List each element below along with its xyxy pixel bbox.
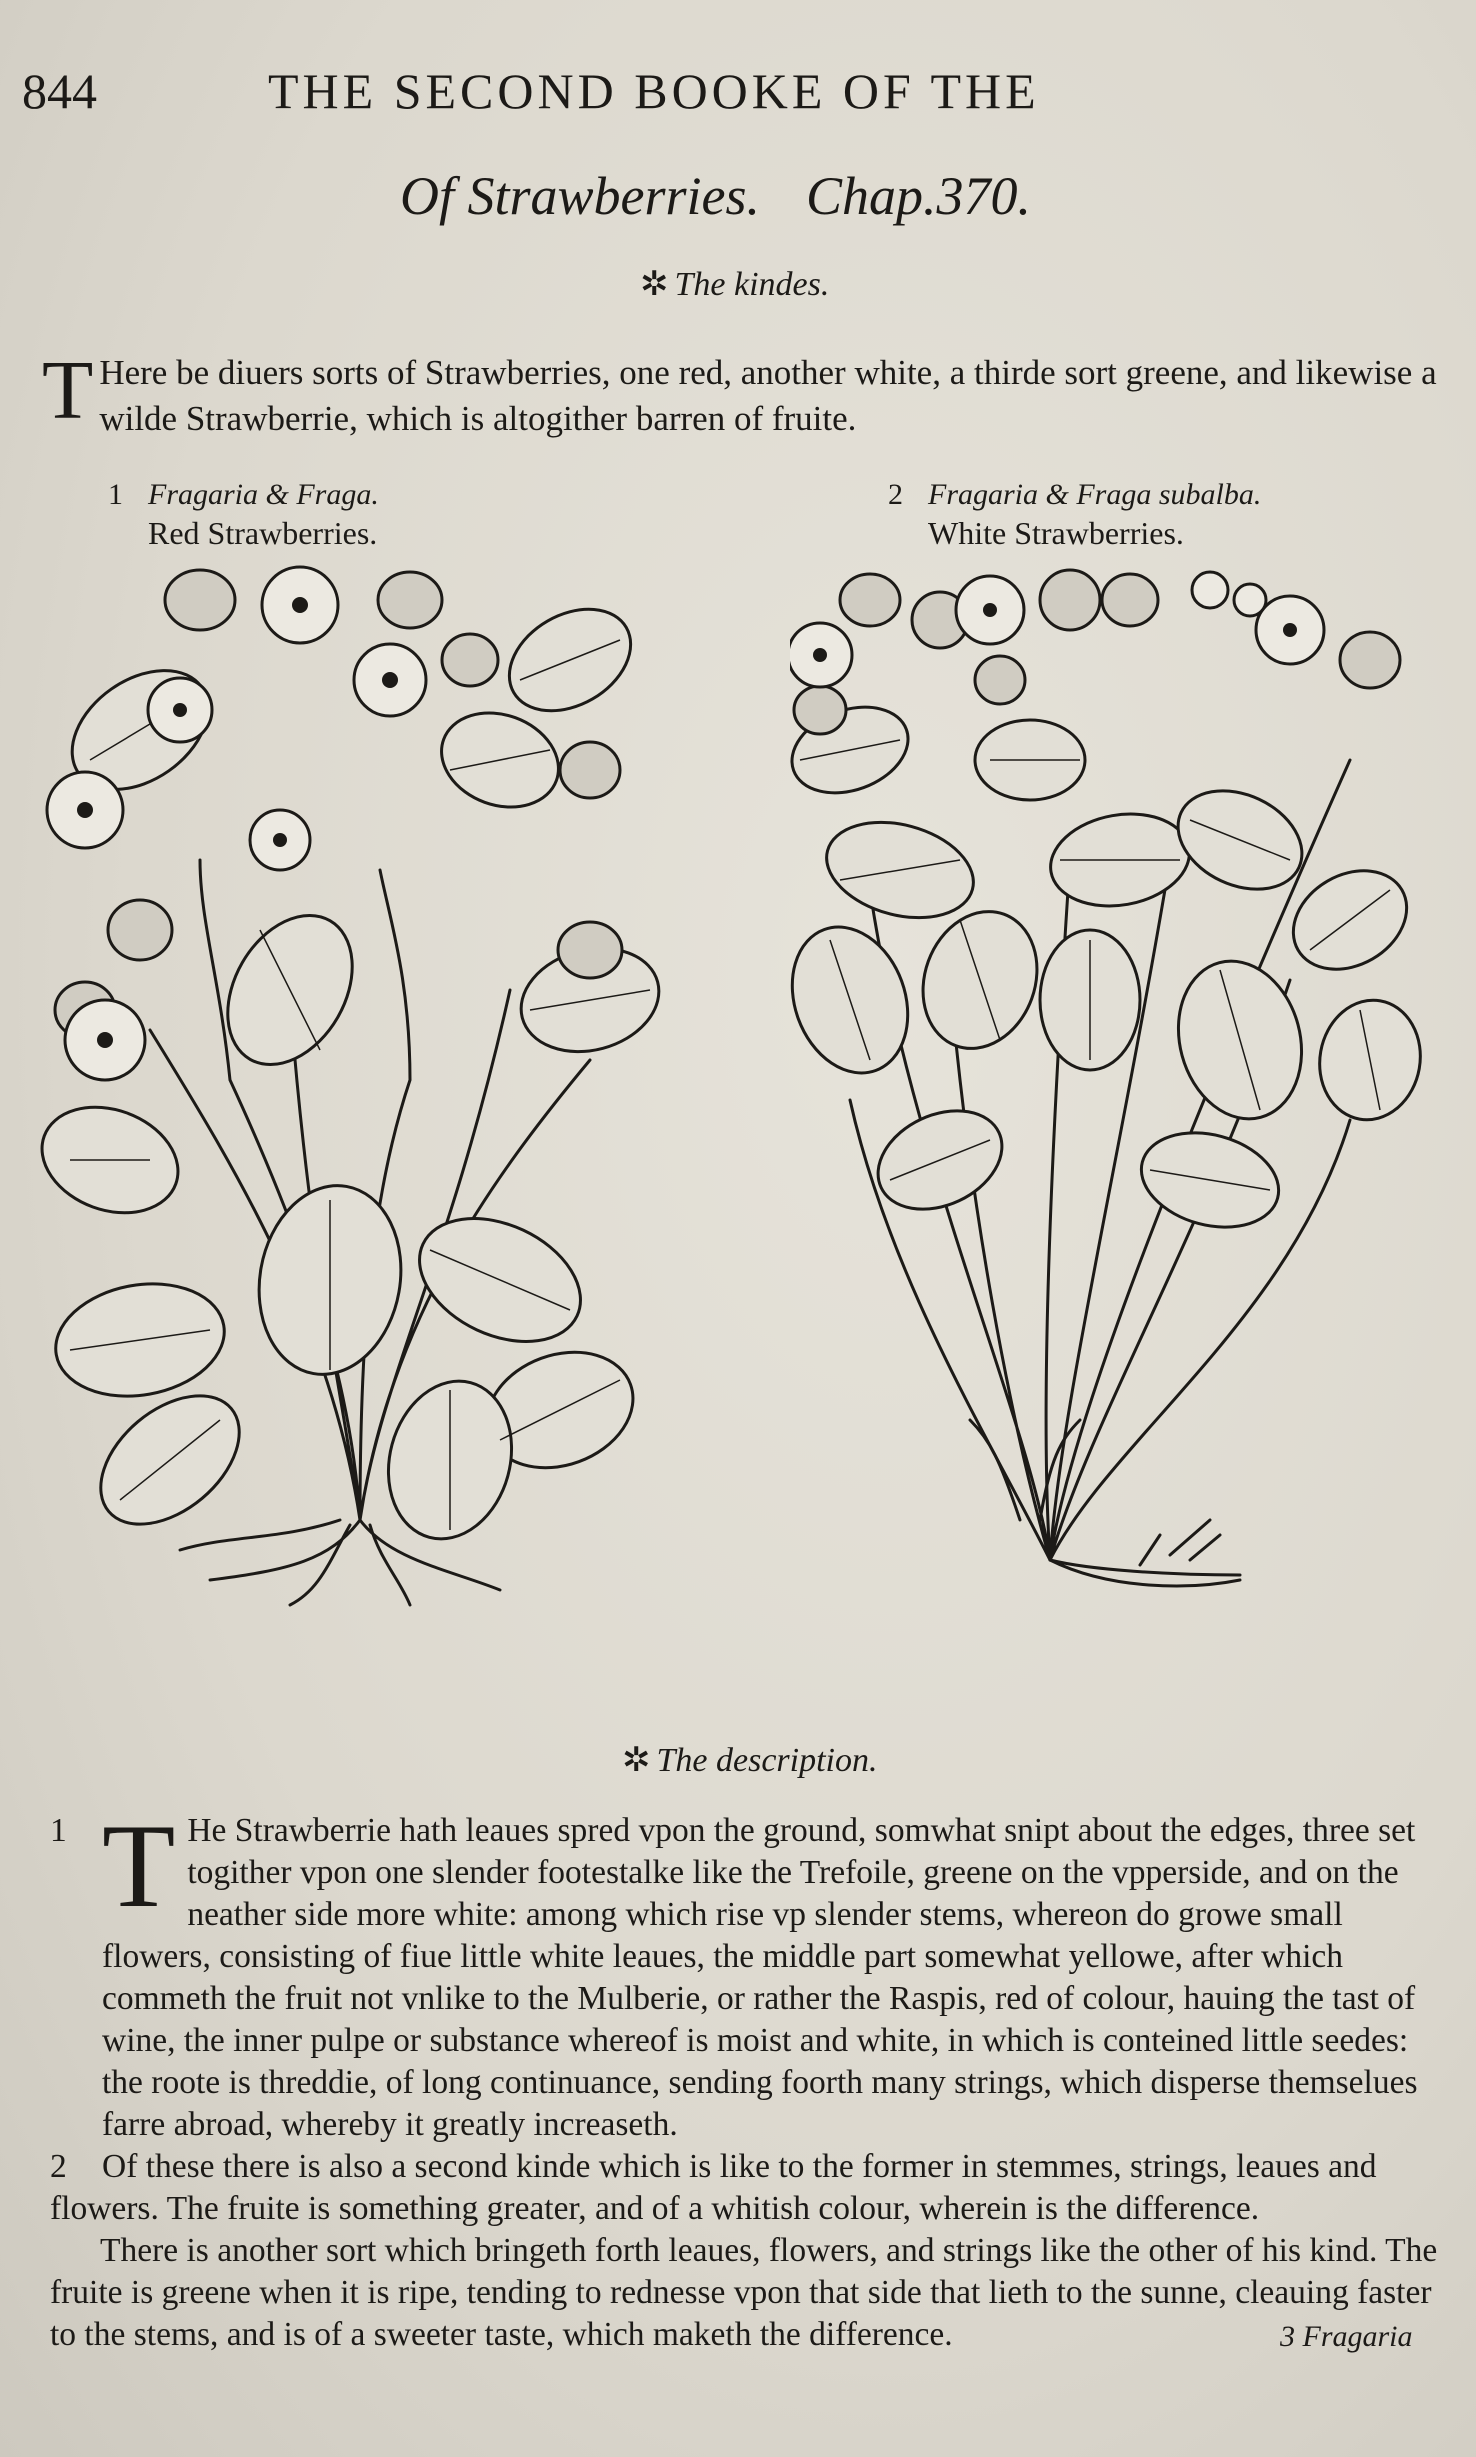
intro-text: Here be diuers sorts of Strawberries, one red, another white, a thirde sort greene, and likewise a wilde Strawberrie, which is altogither barren of fruite. [99,353,1437,438]
figure-caption-2 [888,476,1261,552]
description-dropcap: T [102,1799,176,1932]
intro-dropcap: T [42,344,94,437]
figure-english-name: Red Strawberries. [148,515,378,551]
paragraph-number: 2 [50,2148,67,2185]
kindes-heading [640,264,829,304]
description-paragraph-1 [50,1799,1440,2146]
chapter-number: Chap.370. [806,166,1032,226]
kindes-heading-text: The kindes. [674,266,830,303]
running-head: THE SECOND BOOKE OF THE [268,63,1040,119]
fleuron-icon: ✲ [640,266,669,303]
figure-number: 1 [108,478,123,511]
chapter-heading [400,165,1031,227]
description-text [50,1799,1440,2356]
figure-caption-1 [108,476,379,552]
figure-latin-name: Fragaria & Fraga subalba. [928,478,1262,511]
page-number: 844 [22,63,97,119]
description-paragraph-3: There is another sort which bringeth forth leaues, flowers, and strings like the other of his kind. The fruite is greene when it is ripe, tending to rednesse vpon that side that lieth to the sunne, cleauing faster to the stems, and is of a sweeter taste, which maketh the difference. [50,2232,1438,2353]
catchword: 3 Fragaria [1280,2320,1413,2353]
fleuron-icon: ✲ [622,1742,651,1779]
figure-latin-name: Fragaria & Fraga. [148,478,379,511]
description-heading-text: The description. [656,1742,878,1779]
paragraph-text: Of these there is also a second kinde which is like to the former in stemmes, strings, leaues and flowers. The fruite is something greater, and of a whitish colour, wherein is the difference. [50,2148,1377,2227]
figure-english-name: White Strawberries. [928,515,1184,551]
description-heading [622,1740,877,1780]
red-strawberry-woodcut [30,560,690,1610]
paragraph-number: 1 [50,1812,67,1849]
intro-paragraph [42,344,1442,442]
description-paragraph-2 [50,2146,1440,2230]
figure-number: 2 [888,478,903,511]
white-strawberry-woodcut [790,560,1430,1610]
chapter-title: Of Strawberries. [400,166,761,226]
paragraph-text: He Strawberrie hath leaues spred vpon the ground, somwhat snipt about the edges, three set togither vpon one slender footestalke like the Trefoile, greene on the vpperside, and on the neather side more white: among which rise vp slender stems, whereon do growe small flowers, consisting of fiue little white leaues, the middle part somewhat yellowe, after which commeth the fruit not vnlike to the Mulberie, or rather the Raspis, red of colour, hauing the tast of wine, the inner pulpe or substance whereof is moist and white, in which is conteined little seedes: the roote is threddie, of long continuance, sending foorth many strings, which disperse themselues farre abroad, whereby it greatly increaseth. [102,1812,1418,2143]
